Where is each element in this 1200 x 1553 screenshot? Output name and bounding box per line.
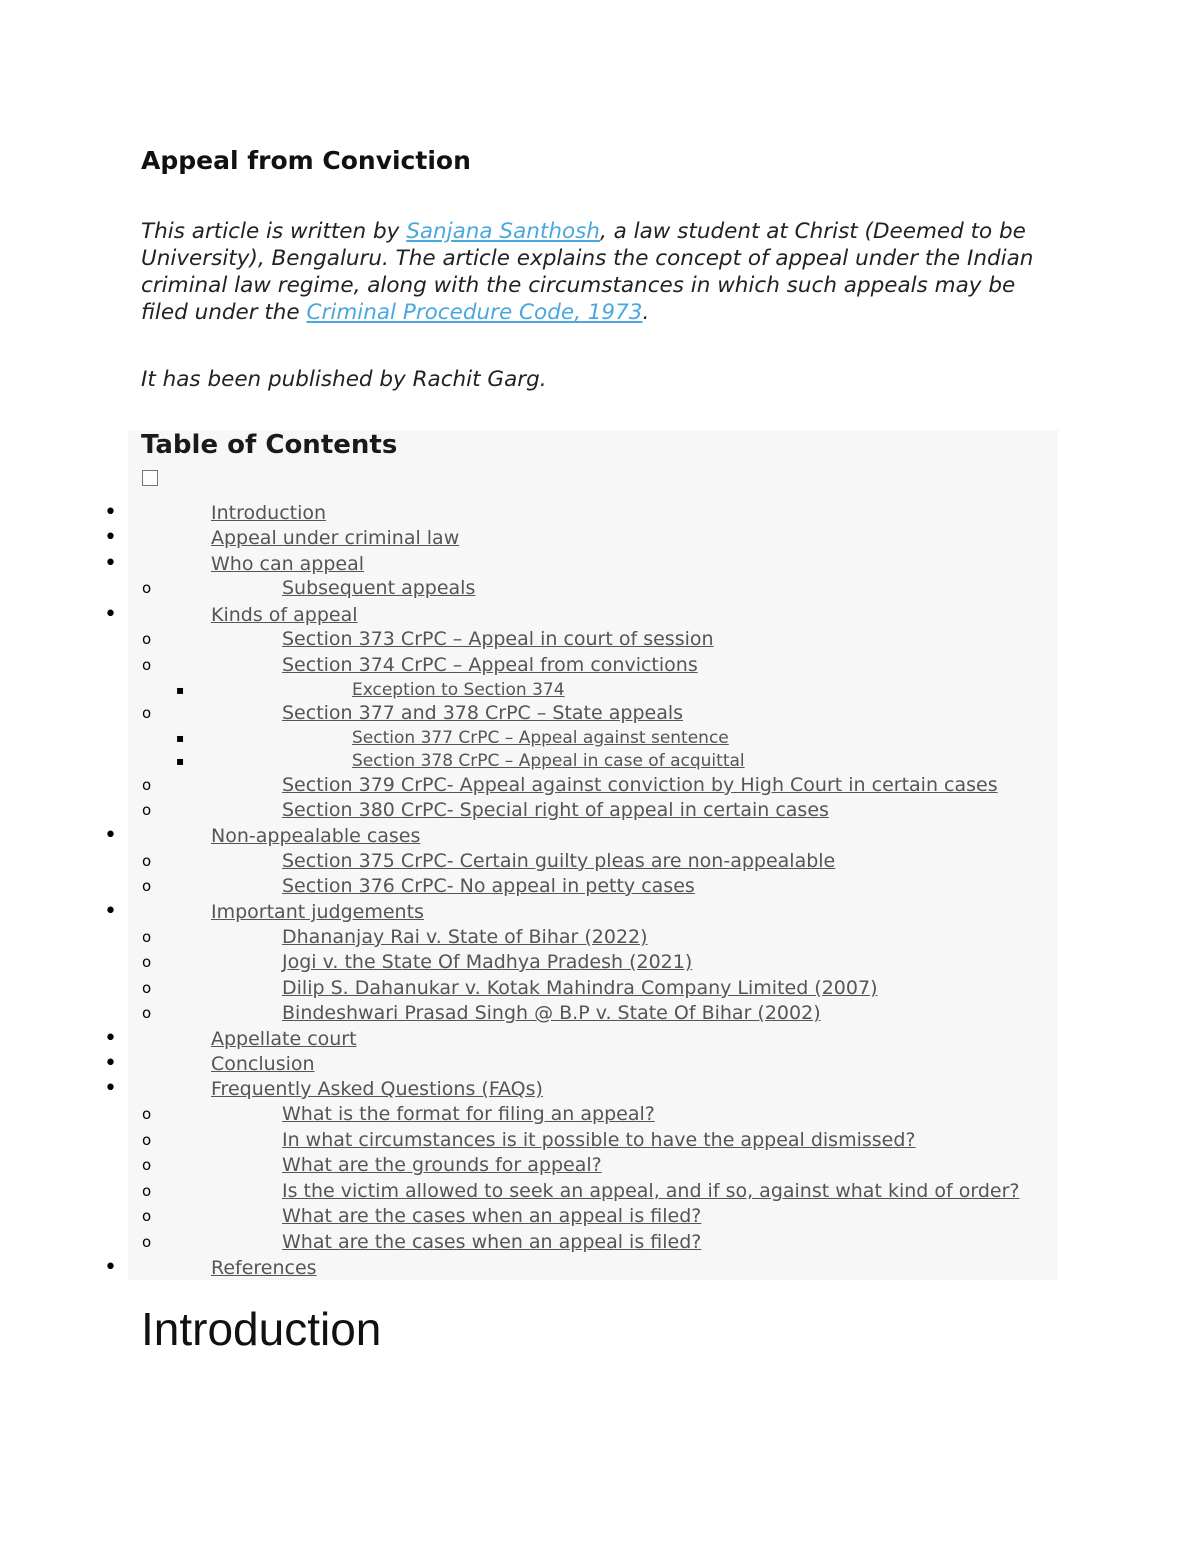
toc-item bbox=[0, 1255, 1200, 1281]
toc-item bbox=[0, 652, 1200, 678]
toc-item bbox=[0, 1026, 1200, 1052]
toc-bullet-icon: ▪ bbox=[176, 754, 185, 768]
toc-bullet-icon: o bbox=[142, 953, 152, 971]
toc-item bbox=[0, 1203, 1200, 1229]
toc-link[interactable]: Exception to Section 374 bbox=[352, 680, 565, 700]
toc-link[interactable]: Conclusion bbox=[211, 1053, 315, 1075]
toc-link[interactable]: Frequently Asked Questions (FAQs) bbox=[211, 1078, 543, 1100]
toc-bullet-icon: • bbox=[104, 500, 117, 525]
toc-bullet-icon: ▪ bbox=[176, 731, 185, 745]
toc-item bbox=[0, 1076, 1200, 1102]
toc-link[interactable]: Jogi v. the State Of Madhya Pradesh (2021) bbox=[282, 951, 693, 973]
toc-item bbox=[0, 575, 1200, 601]
toc-link[interactable]: In what circumstances is it possible to have the appeal dismissed? bbox=[282, 1129, 916, 1151]
toc-link[interactable]: Section 377 CrPC – Appeal against sentence bbox=[352, 728, 729, 748]
toc-item bbox=[0, 1178, 1200, 1204]
toc-bullet-icon: o bbox=[142, 776, 152, 794]
toc-bullet-icon: o bbox=[142, 704, 152, 722]
toc-bullet-icon: o bbox=[142, 1105, 152, 1123]
toc-link[interactable]: Section 376 CrPC- No appeal in petty cases bbox=[282, 875, 695, 897]
toc-bullet-icon: • bbox=[104, 602, 117, 627]
toc-link[interactable]: Who can appeal bbox=[211, 553, 365, 575]
toc-bullet-icon: o bbox=[142, 656, 152, 674]
toc-item bbox=[0, 602, 1200, 628]
toc-link[interactable]: References bbox=[211, 1257, 317, 1279]
toc-link[interactable]: Section 380 CrPC- Special right of appeal in certain cases bbox=[282, 799, 829, 821]
crpc-link[interactable]: Criminal Procedure Code, 1973 bbox=[306, 300, 643, 325]
toc-link[interactable]: Section 375 CrPC- Certain guilty pleas are non-appealable bbox=[282, 850, 836, 872]
toc-item bbox=[0, 797, 1200, 823]
toc-link[interactable]: Subsequent appeals bbox=[282, 577, 476, 599]
toc-link[interactable]: Appellate court bbox=[211, 1028, 357, 1050]
intro-text-1: This article is written by bbox=[141, 219, 407, 244]
toc-link[interactable]: What are the cases when an appeal is filed? bbox=[282, 1231, 702, 1253]
toc-item bbox=[0, 1127, 1200, 1153]
toc-bullet-icon: o bbox=[142, 579, 152, 597]
toc-link[interactable]: Bindeshwari Prasad Singh @ B.P v. State Of Bihar (2002) bbox=[282, 1002, 821, 1024]
toc-item bbox=[0, 1229, 1200, 1255]
toc-item bbox=[0, 1101, 1200, 1127]
toc-bullet-icon: • bbox=[104, 823, 117, 848]
toc-bullet-icon: o bbox=[142, 1233, 152, 1251]
toc-item bbox=[0, 823, 1200, 849]
toc-bullet-icon: o bbox=[142, 877, 152, 895]
intro-text-2: , a law student at Christ (Deemed to be University), Bengaluru. The article explains the concept of appeal under the Indian criminal law regime, along with the circumstances in which such appeals may be filed under the bbox=[141, 219, 1034, 325]
toc-link[interactable]: Section 377 and 378 CrPC – State appeals bbox=[282, 702, 684, 724]
toc-item bbox=[0, 500, 1200, 526]
toc-link[interactable]: Introduction bbox=[211, 502, 327, 524]
toc-link[interactable]: Dhananjay Rai v. State of Bihar (2022) bbox=[282, 926, 648, 948]
toc-item bbox=[0, 525, 1200, 551]
toc-item bbox=[0, 975, 1200, 1001]
toc-item bbox=[0, 551, 1200, 577]
toc-link[interactable]: Section 379 CrPC- Appeal against conviction by High Court in certain cases bbox=[282, 774, 998, 796]
toc-bullet-icon: • bbox=[104, 551, 117, 576]
section-heading-introduction: Introduction bbox=[141, 1303, 382, 1355]
toc-link[interactable]: Important judgements bbox=[211, 901, 424, 923]
toc-link[interactable]: What is the format for filing an appeal? bbox=[282, 1103, 655, 1125]
toc-bullet-icon: • bbox=[104, 1076, 117, 1101]
toc-bullet-icon: ▪ bbox=[176, 683, 185, 697]
toc-item bbox=[0, 873, 1200, 899]
toc-link[interactable]: Dilip S. Dahanukar v. Kotak Mahindra Company Limited (2007) bbox=[282, 977, 878, 999]
toc-item bbox=[0, 700, 1200, 726]
toc-link[interactable]: What are the cases when an appeal is filed? bbox=[282, 1205, 702, 1227]
toc-item bbox=[0, 949, 1200, 975]
toc-item bbox=[0, 1051, 1200, 1077]
toc-bullet-icon: o bbox=[142, 1004, 152, 1022]
toc-item bbox=[0, 1000, 1200, 1026]
toc-bullet-icon: • bbox=[104, 1255, 117, 1280]
toc-bullet-icon: • bbox=[104, 1026, 117, 1051]
toc-link[interactable]: Section 378 CrPC – Appeal in case of acquittal bbox=[352, 751, 745, 771]
toc-bullet-icon: o bbox=[142, 979, 152, 997]
toc-heading: Table of Contents bbox=[141, 430, 398, 460]
toc-link[interactable]: Section 374 CrPC – Appeal from convictions bbox=[282, 654, 698, 676]
toc-bullet-icon: o bbox=[142, 801, 152, 819]
toc-item bbox=[0, 899, 1200, 925]
toc-item bbox=[0, 772, 1200, 798]
toc-link[interactable]: Is the victim allowed to seek an appeal, and if so, against what kind of order? bbox=[282, 1180, 1020, 1202]
toc-bullet-icon: o bbox=[142, 1207, 152, 1225]
toc-link[interactable]: What are the grounds for appeal? bbox=[282, 1154, 602, 1176]
toc-item bbox=[0, 748, 1200, 774]
toc-bullet-icon: • bbox=[104, 899, 117, 924]
article-intro bbox=[141, 218, 1061, 326]
toc-item bbox=[0, 924, 1200, 950]
toc-bullet-icon: o bbox=[142, 852, 152, 870]
toc-toggle-checkbox[interactable] bbox=[142, 470, 158, 486]
toc-link[interactable]: Appeal under criminal law bbox=[211, 527, 460, 549]
author-link[interactable]: Sanjana Santhosh bbox=[406, 219, 600, 244]
toc-bullet-icon: o bbox=[142, 928, 152, 946]
toc-bullet-icon: o bbox=[142, 630, 152, 648]
toc-bullet-icon: o bbox=[142, 1182, 152, 1200]
toc-bullet-icon: o bbox=[142, 1156, 152, 1174]
toc-item bbox=[0, 1152, 1200, 1178]
intro-text-3: . bbox=[642, 300, 650, 325]
toc-item bbox=[0, 626, 1200, 652]
toc-bullet-icon: o bbox=[142, 1131, 152, 1149]
toc-link[interactable]: Kinds of appeal bbox=[211, 604, 358, 626]
article-title: Appeal from Conviction bbox=[141, 146, 471, 175]
published-by: It has been published by Rachit Garg. bbox=[141, 367, 547, 392]
toc-item bbox=[0, 848, 1200, 874]
toc-link[interactable]: Section 373 CrPC – Appeal in court of session bbox=[282, 628, 714, 650]
toc-bullet-icon: • bbox=[104, 525, 117, 550]
toc-link[interactable]: Non-appealable cases bbox=[211, 825, 421, 847]
toc-bullet-icon: • bbox=[104, 1051, 117, 1076]
